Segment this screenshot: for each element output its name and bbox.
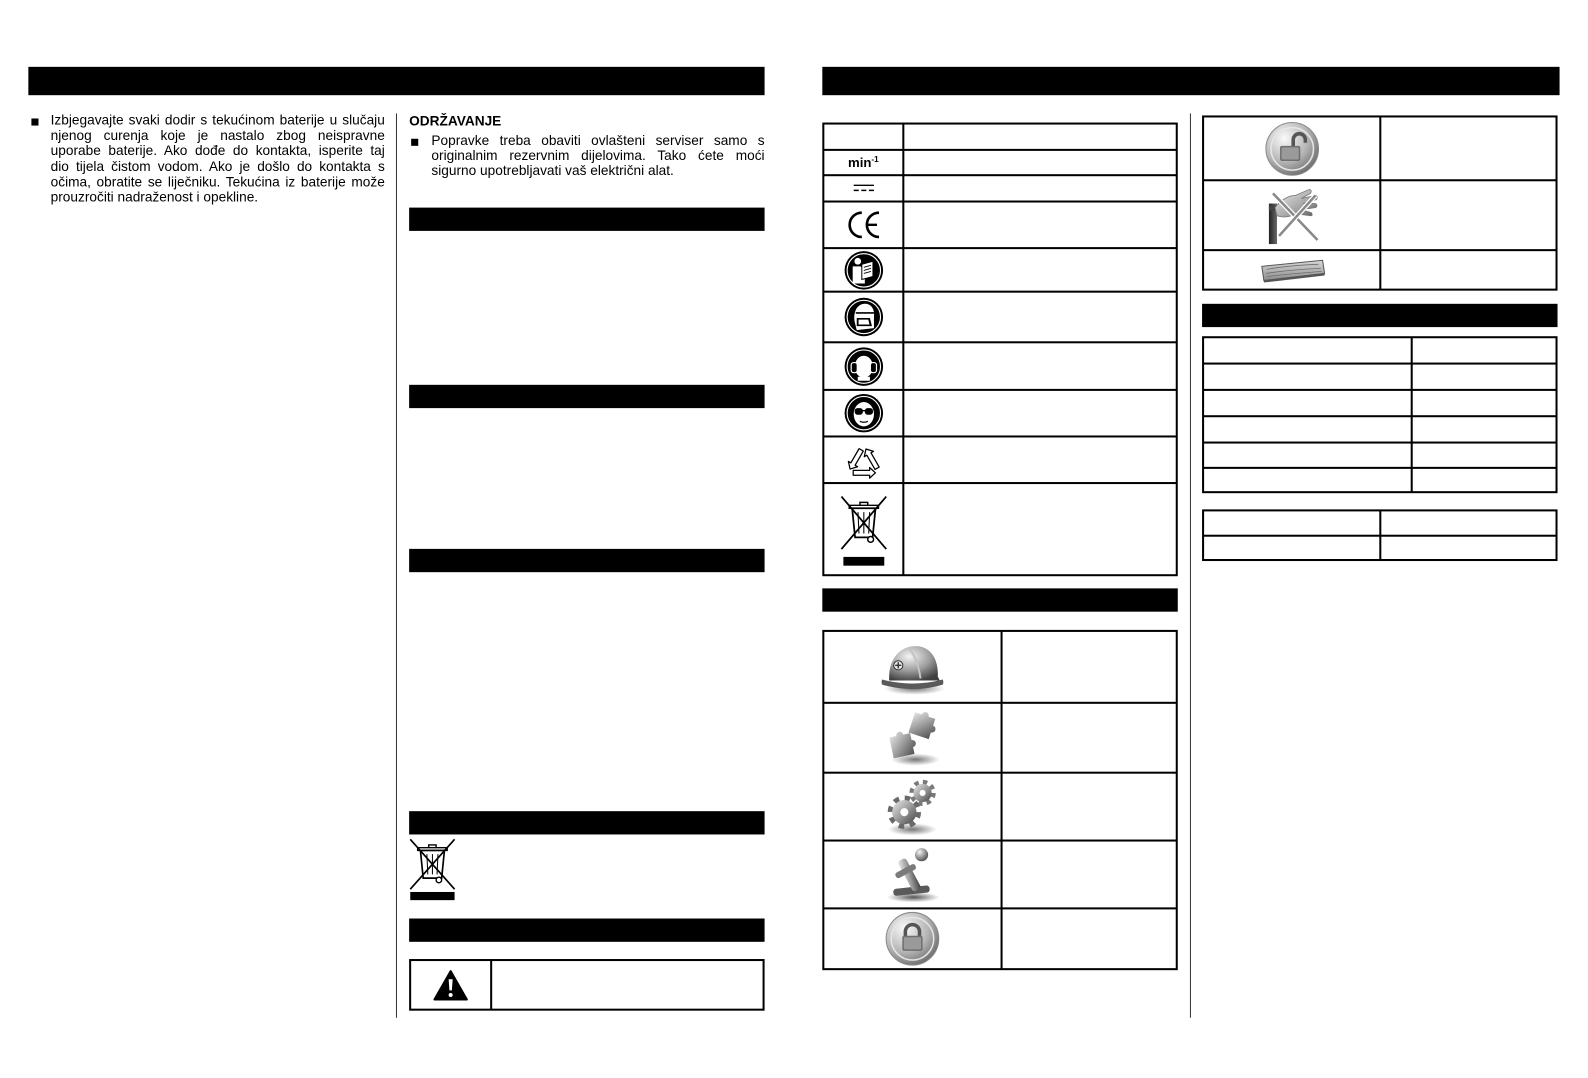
symbol-cell: [824, 293, 902, 342]
speed-unit-exponent: -1: [871, 154, 879, 165]
battery-warning-line: Izbjegavajte svaki dodir s tekućinom baterije u slučaju: [50, 112, 385, 128]
speed-unit: [848, 156, 879, 169]
bullet-square: [411, 139, 418, 146]
hazard-description-cell: [1381, 117, 1555, 179]
symbol-description-cell: [904, 391, 1175, 436]
spec-label-cell: [1204, 338, 1411, 362]
recycle-icon: [842, 438, 885, 481]
feature-icon-cell: [824, 842, 1000, 908]
symbol-description-cell: [904, 437, 1175, 482]
warning-icon-cell: [411, 961, 490, 1009]
symbol-cell: [824, 484, 902, 574]
warning-triangle-icon: [432, 969, 468, 1001]
symbol-cell: [824, 249, 902, 291]
feature-icon-cell: [824, 704, 1000, 772]
ear-protection-icon: [843, 346, 884, 387]
spec-value-cell: [1413, 365, 1556, 389]
feature-description-cell: [1003, 704, 1176, 772]
spec-label-cell: [1204, 469, 1411, 491]
feature-icon-cell: [824, 909, 1000, 968]
section-heading-bar: [409, 919, 764, 942]
hazard-table: [1202, 115, 1557, 290]
eye-protection-icon: [843, 393, 884, 434]
section-heading-bar: [822, 588, 1177, 611]
maintenance-paragraph: [431, 133, 764, 179]
weee-bin-icon: [408, 838, 457, 901]
features-table: [822, 630, 1177, 970]
specifications-table-secondary: [1202, 509, 1557, 561]
symbol-cell: [824, 125, 902, 149]
symbol-cell: [824, 203, 902, 248]
feature-description-cell: [1003, 774, 1176, 840]
symbol-description-cell: [904, 293, 1175, 342]
feature-icon-cell: [824, 774, 1000, 840]
hazard-description-cell: [1381, 181, 1555, 249]
helmet-icon: [876, 637, 949, 696]
symbol-description-cell: [904, 125, 1175, 149]
spec-value-cell: [1381, 537, 1555, 559]
assembly-icon: [881, 708, 944, 767]
spec-label-cell: [1204, 391, 1411, 415]
feature-description-cell: [1003, 632, 1176, 702]
no-hand-icon: [1260, 185, 1323, 246]
hazard-icon-cell: [1204, 181, 1379, 249]
spec-value-cell: [1413, 338, 1556, 362]
feature-description-cell: [1003, 842, 1176, 908]
symbol-cell: [824, 176, 902, 200]
dust-mask-icon: [843, 297, 884, 338]
hazard-description-cell: [1381, 251, 1555, 288]
maintenance-line: sigurno upotrebljavati vaš električni alat.: [431, 163, 674, 179]
column-divider-right: [1190, 113, 1191, 1017]
battery-warning-line: njenog curenja koje je nastalo zbog neispravne: [50, 127, 385, 143]
unlock-icon: [1263, 120, 1320, 177]
speed-unit-base: min: [848, 154, 872, 171]
hazard-icon-cell: [1204, 117, 1379, 179]
symbol-description-cell: [904, 176, 1175, 200]
symbol-description-cell: [904, 484, 1175, 574]
section-heading-bar: [409, 811, 764, 834]
battery-warning-paragraph: [51, 112, 385, 204]
battery-warning-line: uporabe baterije. Ako dođe do kontakta, isperite taj: [50, 143, 385, 159]
section-heading-bar: [409, 549, 764, 572]
symbol-description-cell: [904, 151, 1175, 174]
spec-value-cell: [1413, 469, 1556, 491]
section-heading-bar: [409, 385, 764, 408]
page-header-bar-left: [28, 67, 764, 95]
battery-warning-line: očima, obratite se liječniku. Tekućina iz baterije može: [50, 173, 385, 190]
speed-unit-cell: [824, 151, 902, 174]
specifications-table: [1202, 336, 1557, 493]
symbol-cell: [824, 437, 902, 482]
spec-label-cell: [1204, 537, 1379, 559]
spec-label-cell: [1204, 511, 1379, 534]
page-header-bar-right: [822, 67, 1559, 95]
spec-value-cell: [1413, 417, 1556, 441]
symbol-cell: [824, 343, 902, 389]
spec-value-cell: [1413, 444, 1556, 467]
battery-warning-line: dio tijela čistom vodom. Ako je došlo do kontakta s: [50, 158, 385, 174]
symbols-table: [822, 123, 1177, 577]
warning-box: [409, 959, 764, 1011]
symbol-description-cell: [904, 249, 1175, 291]
gears-icon: [882, 777, 943, 836]
section-heading-bar: [409, 208, 764, 231]
maintenance-figure-icon: [881, 845, 944, 904]
warning-text-cell: [492, 961, 762, 1009]
read-manual-icon: [843, 250, 884, 291]
spec-label-cell: [1204, 417, 1411, 441]
ce-mark-icon: [846, 209, 880, 241]
weee-bin-icon: [838, 492, 889, 567]
wood-plank-icon: [1257, 257, 1326, 283]
spec-label-cell: [1204, 444, 1411, 467]
symbol-description-cell: [904, 203, 1175, 248]
bullet-square: [31, 118, 38, 125]
lock-icon: [884, 910, 941, 967]
maintenance-heading: ODRŽAVANJE: [409, 113, 502, 129]
symbol-description-cell: [904, 343, 1175, 389]
spec-label-cell: [1204, 365, 1411, 389]
spec-value-cell: [1413, 391, 1556, 415]
feature-description-cell: [1003, 909, 1176, 968]
direct-current-icon: [851, 183, 875, 193]
battery-warning-line: prouzročiti nadraženost i opekline.: [50, 189, 259, 205]
symbol-cell: [824, 391, 902, 436]
section-heading-bar: [1202, 304, 1557, 327]
maintenance-line: originalnim rezervnim dijelovima. Tako ćete moći: [431, 148, 765, 164]
maintenance-line: Popravke treba obaviti ovlašteni serviser samo s: [431, 132, 765, 148]
feature-icon-cell: [824, 632, 1000, 702]
column-divider-left: [396, 113, 397, 1017]
spec-value-cell: [1381, 511, 1555, 534]
hazard-icon-cell: [1204, 251, 1379, 288]
